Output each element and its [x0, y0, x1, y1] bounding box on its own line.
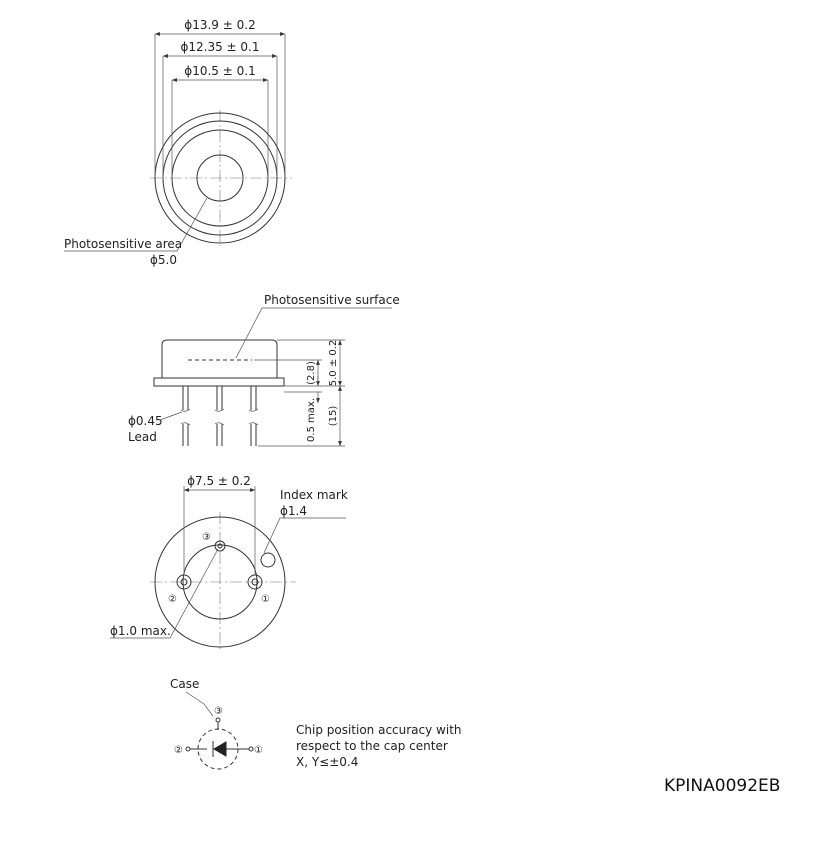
index-mark-dim: ϕ1.4 [280, 504, 307, 518]
lead-diameter-dim: ϕ0.45 [128, 414, 163, 428]
index-mark [261, 553, 275, 567]
note-line-2: respect to the cap center [296, 739, 448, 753]
pin-3-number: ③ [202, 532, 211, 543]
leads [181, 386, 258, 446]
dim-flange-thickness: 0.5 max. [306, 397, 317, 443]
schematic-pin-2: ② [174, 745, 183, 756]
photodiode-symbol [214, 742, 226, 756]
photosensitive-surface-label: Photosensitive surface [264, 293, 400, 307]
pin-diameter-dim: ϕ1.0 max. [110, 624, 171, 638]
schematic [170, 677, 263, 769]
photosensitive-area-dim: ϕ5.0 [150, 253, 177, 267]
pin-1-number: ① [261, 594, 270, 605]
cap-body [162, 340, 277, 378]
case-label: Case [170, 677, 200, 691]
dim-window-diameter: ϕ10.5 ± 0.1 [184, 64, 256, 78]
dim-pin-circle: ϕ7.5 ± 0.2 [187, 474, 251, 488]
note-line-3: X, Y≤±0.4 [296, 755, 359, 769]
dim-outer-diameter: ϕ13.9 ± 0.2 [184, 18, 256, 32]
lead-label: Lead [128, 430, 157, 444]
index-mark-label: Index mark [280, 488, 348, 502]
dim-package-height: 5.0 ± 0.2 [328, 339, 339, 387]
drawing-code: KPINA0092EB [664, 776, 781, 796]
dim-surface-depth: (2.8) [306, 361, 317, 385]
note-line-1: Chip position accuracy with [296, 723, 462, 737]
side-view [128, 293, 400, 446]
dim-cap-diameter: ϕ12.35 ± 0.1 [180, 40, 260, 54]
accuracy-note [296, 723, 462, 769]
flange [154, 378, 284, 386]
photosensitive-area-label: Photosensitive area [64, 237, 183, 251]
schematic-pin-3: ③ [214, 706, 223, 717]
top-view [64, 18, 292, 267]
bottom-view [110, 474, 348, 652]
schematic-pin-1: ① [254, 745, 263, 756]
dim-lead-length: (15) [328, 405, 339, 427]
pin-2-number: ② [168, 594, 177, 605]
